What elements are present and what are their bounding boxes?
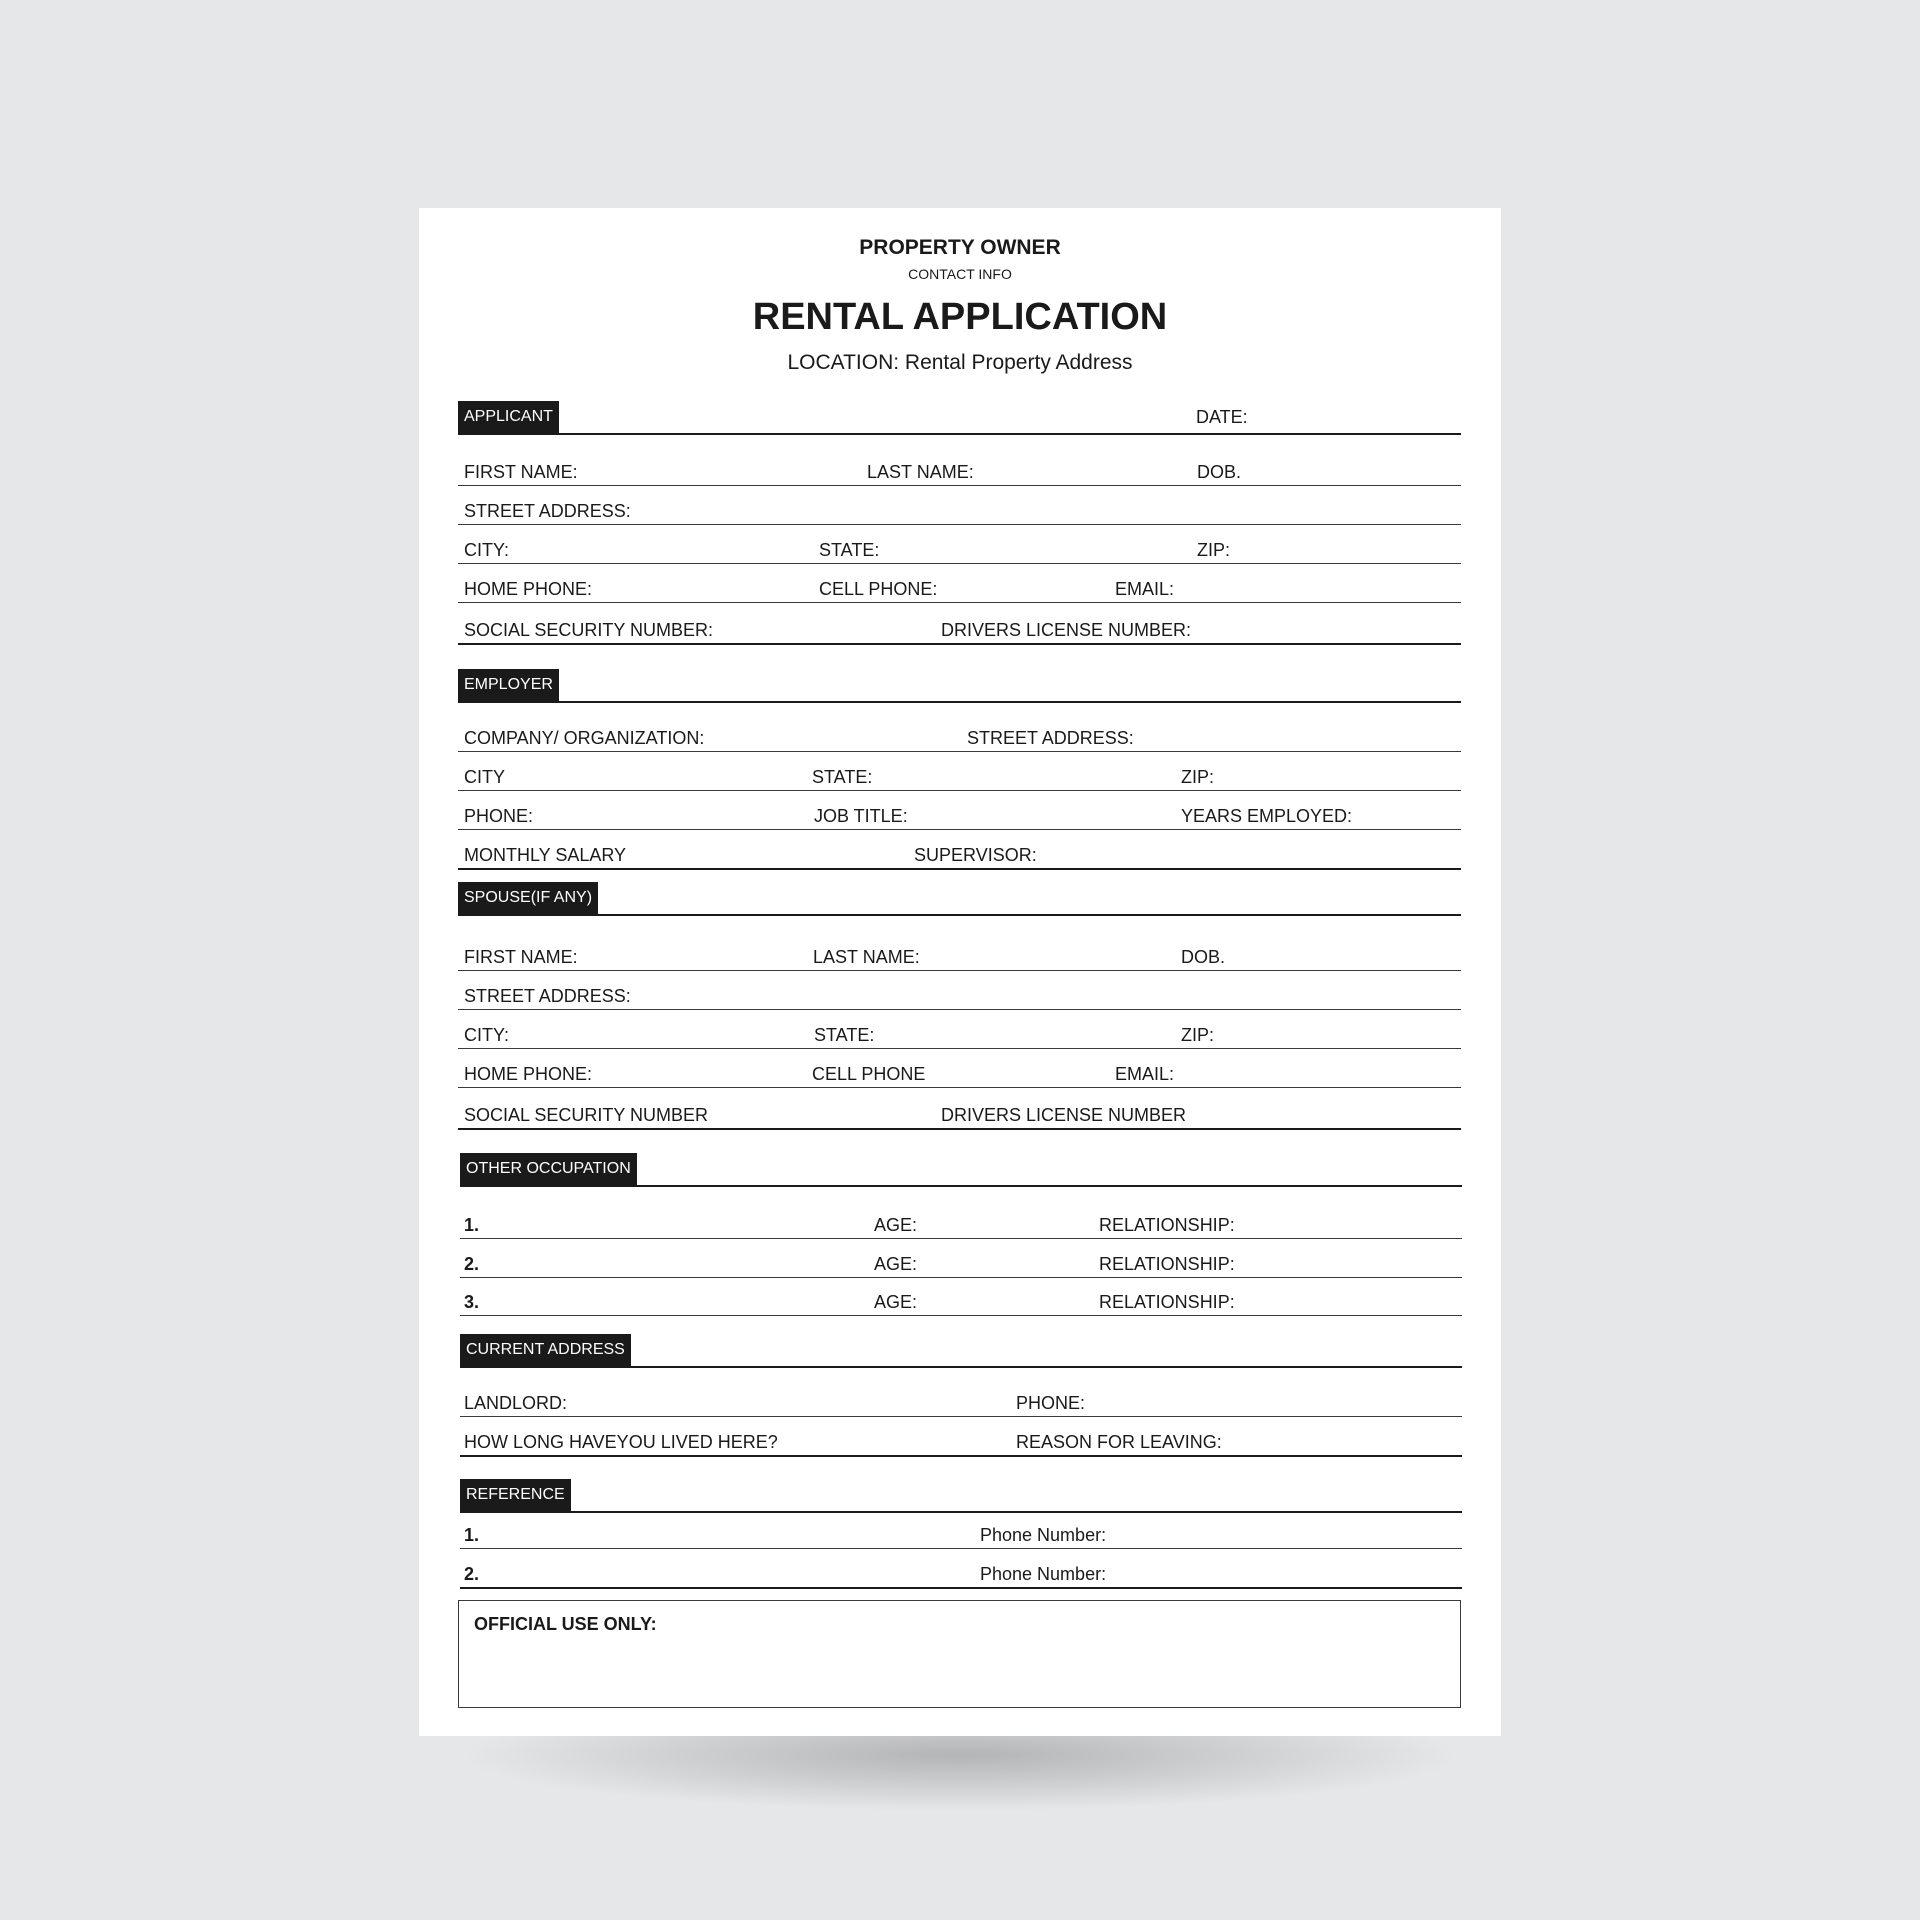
spouse-email-field[interactable]: EMAIL: <box>1115 1064 1175 1084</box>
spouse-drivers-license-field[interactable]: DRIVERS LICENSE NUMBER <box>941 1105 1187 1125</box>
tenure-row <box>460 1421 1462 1457</box>
location-text: LOCATION: Rental Property Address <box>787 351 1133 374</box>
spouse-home-phone-field[interactable]: HOME PHONE: <box>464 1064 593 1084</box>
occupant-age-field[interactable]: AGE: <box>874 1254 918 1274</box>
reference-row-2 <box>460 1553 1462 1589</box>
reference-section-label: REFERENCE <box>460 1479 571 1511</box>
employer-street-field[interactable]: STREET ADDRESS: <box>967 728 1134 748</box>
other-occupation-section-header <box>460 1153 1462 1187</box>
applicant-section-label: APPLICANT <box>458 401 559 433</box>
applicant-phone-row <box>458 568 1461 603</box>
reference-phone-field[interactable]: Phone Number: <box>980 1564 1107 1584</box>
occupant-number: 2. <box>464 1254 480 1274</box>
official-use-label: OFFICIAL USE ONLY: <box>474 1614 657 1634</box>
spouse-phone-row <box>458 1053 1461 1088</box>
spouse-name-row <box>458 936 1461 971</box>
city-field[interactable]: CITY: <box>464 540 510 560</box>
spouse-state-field[interactable]: STATE: <box>814 1025 875 1045</box>
applicant-name-row <box>458 451 1461 486</box>
employer-city-field[interactable]: CITY <box>464 767 506 787</box>
official-use-box[interactable] <box>458 1600 1461 1708</box>
state-field[interactable]: STATE: <box>819 540 880 560</box>
employer-city-row <box>458 756 1461 791</box>
landlord-phone-field[interactable]: PHONE: <box>1016 1393 1086 1413</box>
first-name-field[interactable]: FIRST NAME: <box>464 462 578 482</box>
dob-field[interactable]: DOB. <box>1197 462 1242 482</box>
occupant-relationship-field[interactable]: RELATIONSHIP: <box>1099 1215 1235 1235</box>
occupant-row-2 <box>460 1243 1462 1278</box>
spouse-last-name-field[interactable]: LAST NAME: <box>813 947 920 967</box>
occupant-row-1 <box>460 1204 1462 1239</box>
contact-info-text: CONTACT INFO <box>908 266 1012 282</box>
employer-company-row <box>458 717 1461 752</box>
spouse-city-row <box>458 1014 1461 1049</box>
spouse-zip-field[interactable]: ZIP: <box>1181 1025 1215 1045</box>
spouse-city-field[interactable]: CITY: <box>464 1025 510 1045</box>
applicant-city-row <box>458 529 1461 564</box>
spouse-dob-field[interactable]: DOB. <box>1181 947 1226 967</box>
spouse-section-header <box>458 882 1461 916</box>
job-title-field[interactable]: JOB TITLE: <box>814 806 908 826</box>
drivers-license-field[interactable]: DRIVERS LICENSE NUMBER: <box>941 620 1192 640</box>
last-name-field[interactable]: LAST NAME: <box>867 462 974 482</box>
street-address-field[interactable]: STREET ADDRESS: <box>464 501 631 521</box>
current-address-section-label: CURRENT ADDRESS <box>460 1334 631 1366</box>
reference-section-header <box>460 1479 1462 1513</box>
occupant-relationship-field[interactable]: RELATIONSHIP: <box>1099 1292 1235 1312</box>
employer-section-label: EMPLOYER <box>458 669 559 701</box>
spouse-cell-phone-field[interactable]: CELL PHONE <box>812 1064 926 1084</box>
other-occupation-section-label: OTHER OCCUPATION <box>460 1153 637 1185</box>
property-owner-heading: PROPERTY OWNER <box>859 236 1061 259</box>
spouse-first-name-field[interactable]: FIRST NAME: <box>464 947 578 967</box>
occupant-relationship-field[interactable]: RELATIONSHIP: <box>1099 1254 1235 1274</box>
current-address-section-header <box>460 1334 1462 1368</box>
date-field-label[interactable]: DATE: <box>1196 407 1248 427</box>
employer-state-field[interactable]: STATE: <box>812 767 873 787</box>
rental-application-page <box>419 208 1501 1736</box>
occupant-age-field[interactable]: AGE: <box>874 1292 918 1312</box>
zip-field[interactable]: ZIP: <box>1197 540 1231 560</box>
how-long-field[interactable]: HOW LONG HAVEYOU LIVED HERE? <box>464 1432 778 1452</box>
company-field[interactable]: COMPANY/ ORGANIZATION: <box>464 728 705 748</box>
page-title: RENTAL APPLICATION <box>752 296 1168 338</box>
reference-phone-field[interactable]: Phone Number: <box>980 1525 1107 1545</box>
reference-number: 2. <box>464 1564 480 1584</box>
landlord-row <box>460 1382 1462 1417</box>
employer-salary-row <box>458 834 1461 870</box>
years-employed-field[interactable]: YEARS EMPLOYED: <box>1181 806 1353 826</box>
employer-section-header <box>458 669 1461 703</box>
monthly-salary-field[interactable]: MONTHLY SALARY <box>464 845 627 865</box>
spouse-street-field[interactable]: STREET ADDRESS: <box>464 986 631 1006</box>
email-field[interactable]: EMAIL: <box>1115 579 1175 599</box>
spouse-ssn-field[interactable]: SOCIAL SECURITY NUMBER <box>464 1105 709 1125</box>
employer-phone-field[interactable]: PHONE: <box>464 806 534 826</box>
occupant-number: 1. <box>464 1215 480 1235</box>
reason-for-leaving-field[interactable]: REASON FOR LEAVING: <box>1016 1432 1222 1452</box>
reference-number: 1. <box>464 1525 480 1545</box>
applicant-street-row <box>458 490 1461 525</box>
applicant-section-header <box>458 401 1461 435</box>
employer-phone-row <box>458 795 1461 830</box>
supervisor-field[interactable]: SUPERVISOR: <box>914 845 1037 865</box>
spouse-street-row <box>458 975 1461 1010</box>
spouse-id-row <box>458 1094 1461 1130</box>
reference-row-1 <box>460 1514 1462 1549</box>
occupant-number: 3. <box>464 1292 480 1312</box>
occupant-age-field[interactable]: AGE: <box>874 1215 918 1235</box>
ssn-field[interactable]: SOCIAL SECURITY NUMBER: <box>464 620 714 640</box>
home-phone-field[interactable]: HOME PHONE: <box>464 579 593 599</box>
landlord-field[interactable]: LANDLORD: <box>464 1393 568 1413</box>
applicant-id-row <box>458 609 1461 645</box>
employer-zip-field[interactable]: ZIP: <box>1181 767 1215 787</box>
occupant-row-3 <box>460 1281 1462 1316</box>
spouse-section-label: SPOUSE(IF ANY) <box>458 882 598 914</box>
cell-phone-field[interactable]: CELL PHONE: <box>819 579 938 599</box>
